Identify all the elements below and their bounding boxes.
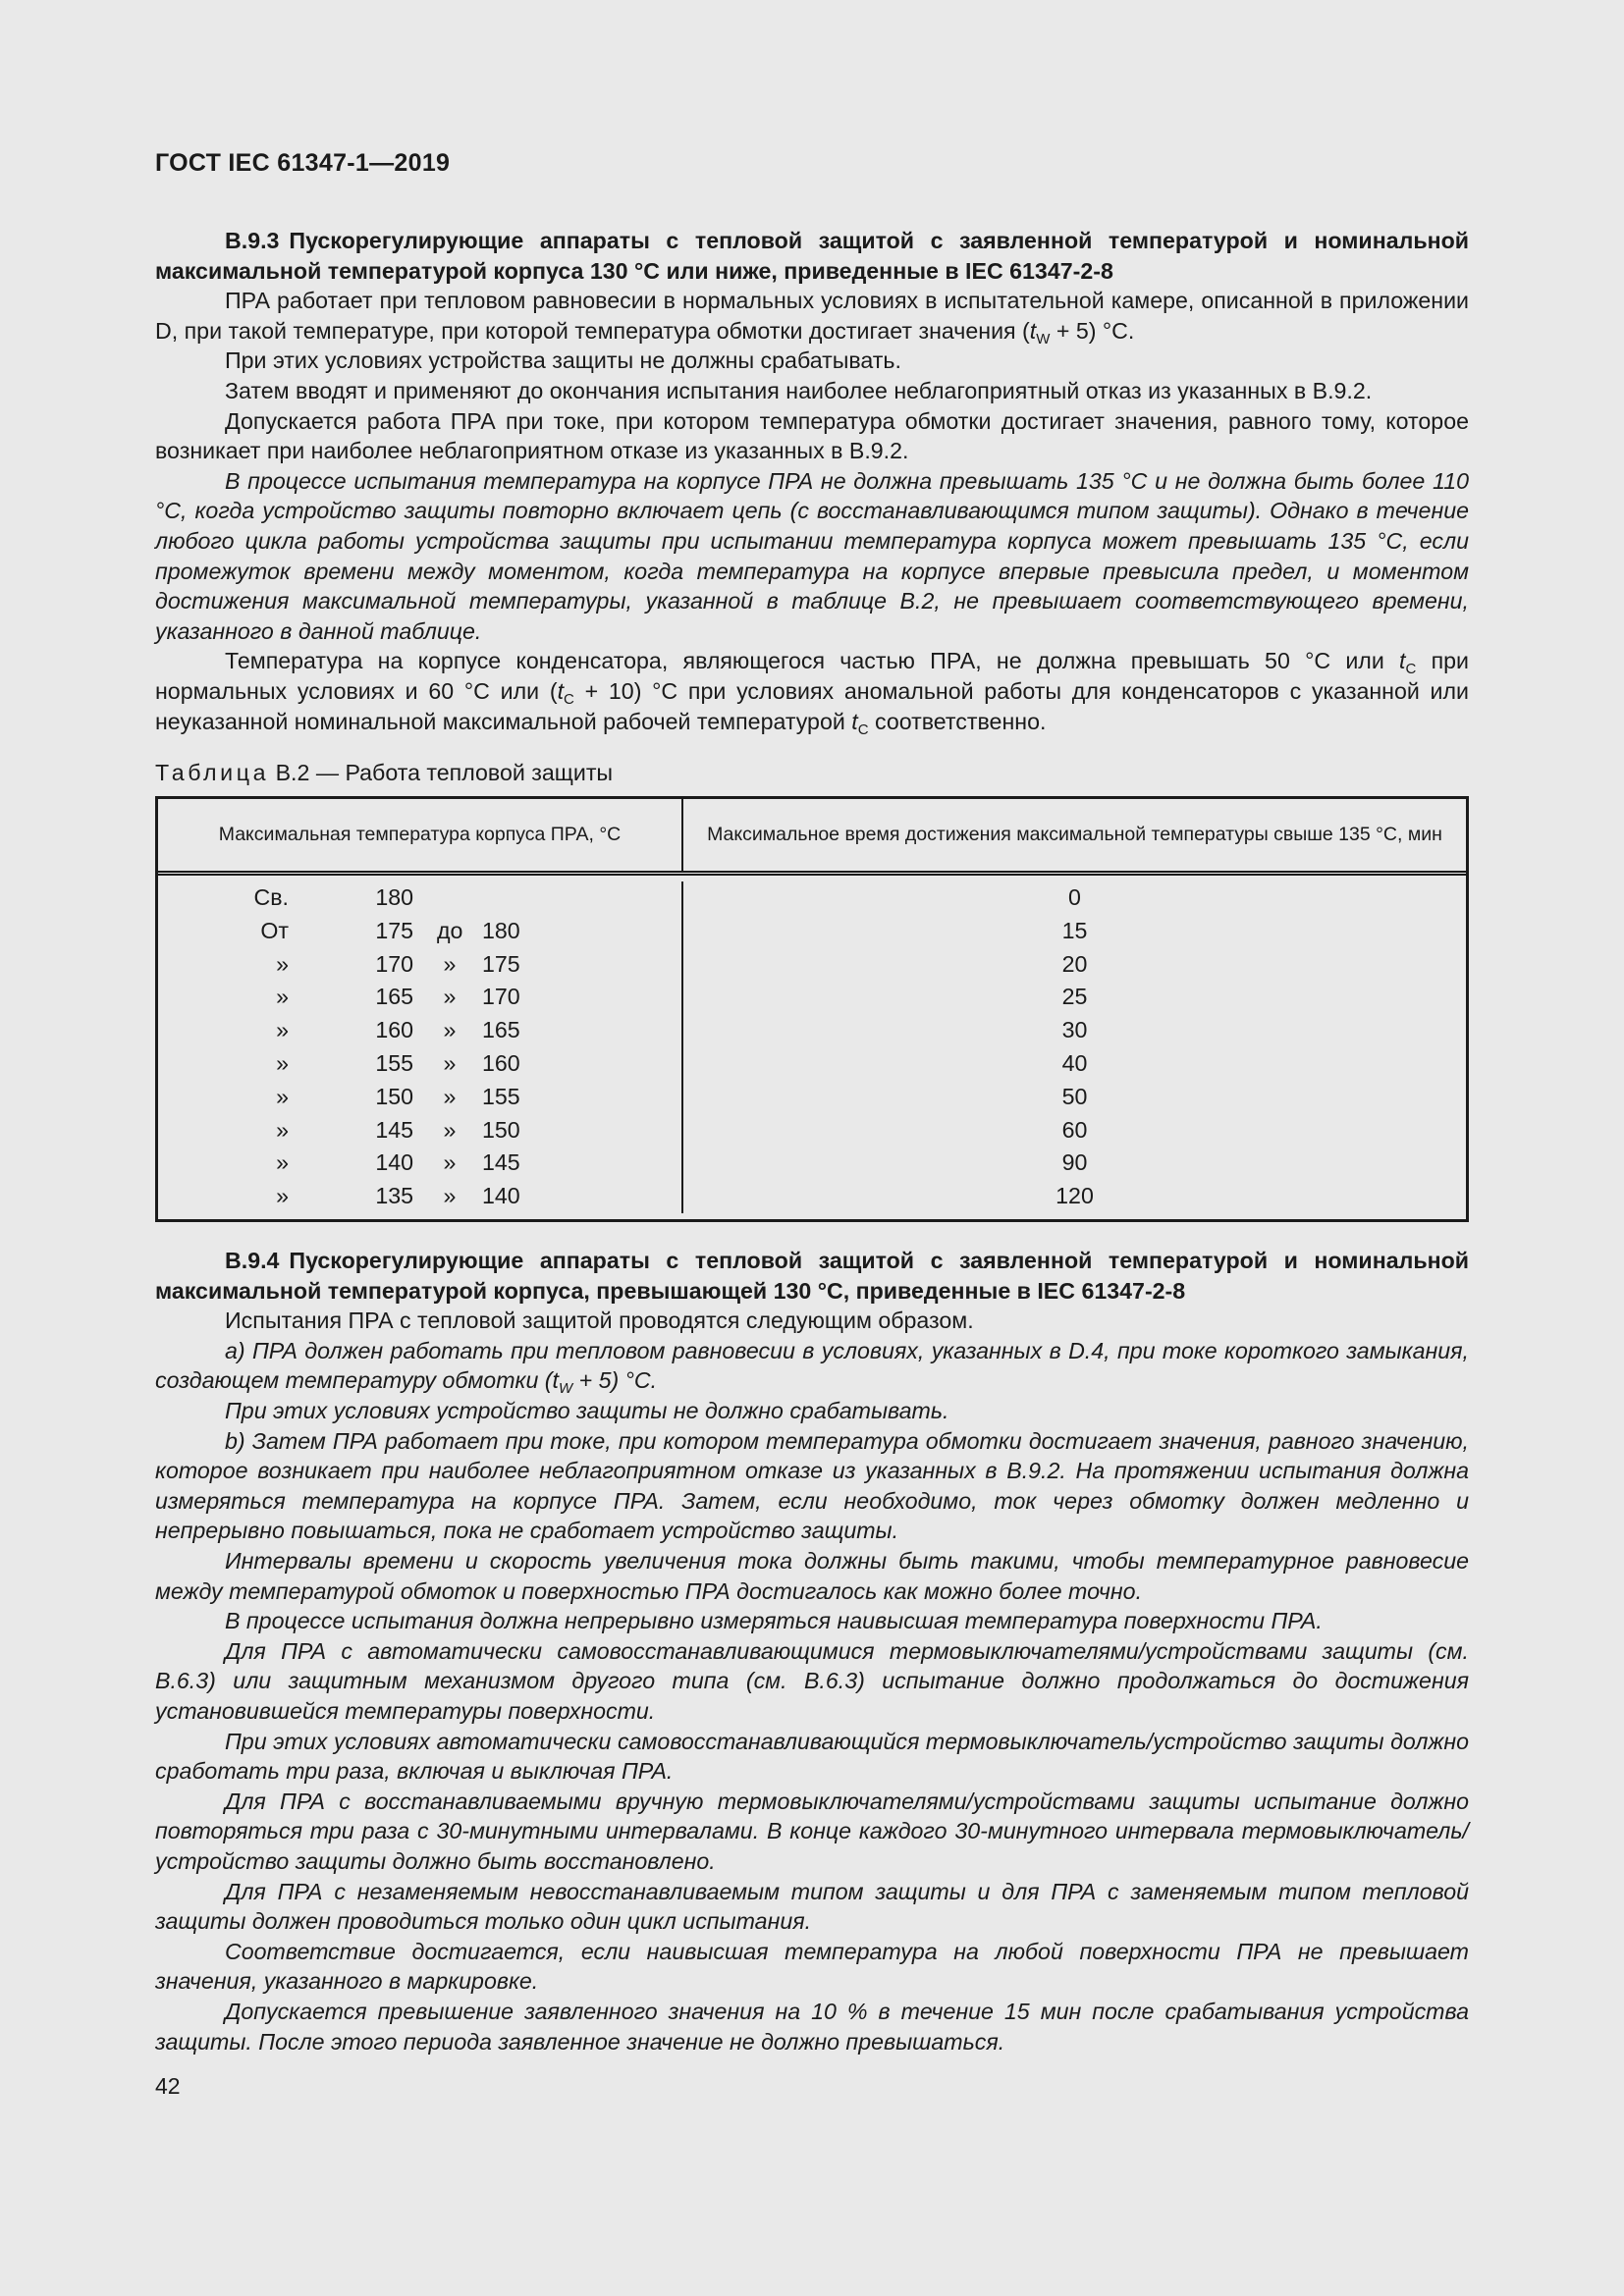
text-run: + 5) °C. bbox=[572, 1367, 658, 1394]
symbol-t: t bbox=[557, 677, 565, 704]
temperature-to: 170 bbox=[482, 984, 520, 1010]
paragraph: Допускается работа ПРА при токе, при котором температура обмотки достигает значения, равного тому, которое возникает при наиболее неблагоприятном отказе из указанных в B.9.2. bbox=[155, 407, 1469, 464]
subscript: C bbox=[857, 721, 869, 738]
subscript: C bbox=[564, 690, 574, 708]
section-number: B.9.4 bbox=[225, 1248, 280, 1274]
paragraph-italic: Соответствие достигается, если наивысшая температура на любой поверхности ПРА не превышает значения, указанного в маркировке. bbox=[155, 1938, 1469, 1995]
temperature-to: 160 bbox=[482, 1050, 520, 1077]
paragraph-italic: b) Затем ПРА работает при токе, при котором температура обмотки достигает значения, равного значению, которое возникает при наиболее неблагоприятном отказе из указанных в B.9.2. На протяжении испытания должна измеряться температура на корпусе ПРА. Затем, если необходимо, ток через обмотку должен медленно и непрерывно повышаться, пока не сработает устройство защиты. bbox=[155, 1427, 1469, 1544]
paragraph: При этих условиях устройства защиты не должны срабатывать. bbox=[225, 347, 901, 374]
text-run: + 10) °C при условиях аномальной работы для конденсаторов с указанной или неуказанной номинальной максимальной рабочей температурой bbox=[155, 677, 1469, 734]
text-run: a) ПРА должен работать при тепловом равновесии в условиях, указанных в D.4, при токе короткого замыкания, создающем температуру обмотки ( bbox=[155, 1337, 1469, 1394]
temperature-from: 180 bbox=[375, 884, 413, 911]
paragraph-italic: При этих условиях автоматически самовосстанавливающийся термовыключатель/устройство защиты должно сработать три раза, включая и выключая ПРА. bbox=[155, 1728, 1469, 1785]
range-connector: » bbox=[443, 1116, 457, 1143]
temperature-prefix: » bbox=[276, 1183, 289, 1209]
section-b93-heading bbox=[155, 226, 1469, 286]
time-cell: 0 bbox=[1068, 884, 1081, 911]
time-cell: 50 bbox=[1061, 1083, 1088, 1109]
paragraph bbox=[155, 286, 1469, 346]
temperature-prefix: » bbox=[276, 1116, 289, 1143]
range-connector: » bbox=[443, 950, 457, 977]
range-connector: » bbox=[443, 1050, 457, 1077]
column-header-temperature: Максимальная температура корпуса ПРА, °C bbox=[158, 799, 683, 871]
range-connector: до bbox=[437, 917, 463, 943]
text-run: при нормальных условиях и 60 °C или ( bbox=[155, 648, 1469, 704]
table-row bbox=[158, 1081, 681, 1114]
table-row bbox=[158, 881, 681, 915]
table-row bbox=[158, 948, 681, 982]
time-cell: 15 bbox=[1061, 917, 1088, 943]
temperature-from: 165 bbox=[375, 984, 413, 1010]
paragraph-italic: Для ПРА с автоматически самовосстанавливающимися термовыключателями/устройствами защиты (см. B.6.3) или защитным механизмом другого типа (см. B.6.3) испытание должно продолжаться до достижения установившейся температуры поверхности. bbox=[155, 1637, 1469, 1724]
time-cell: 90 bbox=[1061, 1149, 1088, 1176]
table-caption-word: Таблица bbox=[155, 760, 270, 786]
table-caption bbox=[155, 758, 1469, 787]
time-cell: 30 bbox=[1061, 1017, 1088, 1043]
temperature-to: 145 bbox=[482, 1149, 520, 1176]
section-number: B.9.3 bbox=[225, 228, 280, 253]
table-row bbox=[158, 981, 681, 1014]
range-connector: » bbox=[443, 1149, 457, 1176]
text-run: ПРА работает при тепловом равновесии в нормальных условиях в испытательной камере, описанной в приложении D, при такой температуре, при которой температура обмотки достигает значения ( bbox=[155, 288, 1469, 344]
table-row bbox=[158, 915, 681, 948]
paragraph: Затем вводят и применяют до окончания испытания наиболее неблагоприятный отказ из указанных в B.9.2. bbox=[225, 377, 1373, 403]
table-caption-text: B.2 — Работа тепловой защиты bbox=[275, 760, 614, 786]
temperature-prefix: » bbox=[276, 1083, 289, 1109]
paragraph-italic bbox=[155, 1336, 1469, 1396]
subscript: W bbox=[558, 1380, 573, 1398]
symbol-t: t bbox=[851, 708, 858, 734]
text-run: Температура на корпусе конденсатора, являющегося частью ПРА, не должна превышать 50 °C или bbox=[225, 648, 1400, 674]
time-cell: 60 bbox=[1061, 1116, 1088, 1143]
temperature-from: 175 bbox=[375, 917, 413, 943]
temperature-to: 155 bbox=[482, 1083, 520, 1109]
temperature-from: 170 bbox=[375, 950, 413, 977]
table-row bbox=[158, 1047, 681, 1081]
symbol-t: t bbox=[1399, 648, 1406, 674]
table-header-row bbox=[158, 799, 1466, 876]
temperature-column bbox=[158, 881, 683, 1213]
time-column bbox=[683, 881, 1466, 1213]
symbol-t: t bbox=[552, 1367, 559, 1394]
time-cell: 25 bbox=[1061, 984, 1088, 1010]
temperature-to: 140 bbox=[482, 1183, 520, 1209]
page-number: 42 bbox=[155, 2073, 181, 2099]
section-title: Пускорегулирующие аппараты с тепловой защитой с заявленной температурой и номинальной максимальной температурой корпуса, превышающей 130 °С, приведенные в IEC 61347-2-8 bbox=[155, 1248, 1469, 1304]
range-connector: » bbox=[443, 1017, 457, 1043]
paragraph-italic: Допускается превышение заявленного значения на 10 % в течение 15 мин после срабатывания устройства защиты. После этого периода заявленное значение не должно превышаться. bbox=[155, 1998, 1469, 2055]
standard-header: ГОСТ IEC 61347-1—2019 bbox=[155, 149, 451, 177]
time-cell: 120 bbox=[1056, 1183, 1094, 1209]
temperature-from: 155 bbox=[375, 1050, 413, 1077]
paragraph-italic: Для ПРА с восстанавливаемыми вручную термовыключателями/устройствами защиты испытание должно повторяться три раза с 30-минутными интервалами. В конце каждого 30-минутного интервала термовыключатель/устройство защиты должно быть восстановлено. bbox=[155, 1788, 1469, 1874]
paragraph-italic: В процессе испытания должна непрерывно измеряться наивысшая температура поверхности ПРА. bbox=[225, 1608, 1323, 1634]
range-connector: » bbox=[443, 984, 457, 1010]
temperature-to: 165 bbox=[482, 1017, 520, 1043]
temperature-from: 150 bbox=[375, 1083, 413, 1109]
table-row bbox=[158, 1180, 681, 1213]
table-row bbox=[158, 1147, 681, 1180]
subscript: W bbox=[1036, 330, 1051, 347]
paragraph: Испытания ПРА с тепловой защитой проводятся следующим образом. bbox=[225, 1308, 974, 1334]
paragraph-italic: В процессе испытания температура на корпусе ПРА не должна превышать 135 °C и не должна быть более 110 °C, когда устройство защиты повторно включает цепь (с восстанавливающимся типом защиты). Однако в течение любого цикла работы устройства защиты при испытании температура корпуса может превышать 135 °C, если промежуток времени между моментом, когда температура на корпусе впервые превысила предел, и моментом достижения максимальной температуры, указанной в таблице B.2, не превышает соответствующего времени, указанного в данной таблице. bbox=[155, 467, 1469, 644]
temperature-prefix: » bbox=[276, 984, 289, 1010]
paragraph-italic: Интервалы времени и скорость увеличения тока должны быть такими, чтобы температурное равновесие между температурой обмоток и поверхностью ПРА достигалось как можно более точно. bbox=[155, 1548, 1469, 1604]
time-cell: 20 bbox=[1061, 950, 1088, 977]
table-row bbox=[158, 1114, 681, 1148]
column-header-time: Максимальное время достижения максимальной температуры свыше 135 °C, мин bbox=[707, 824, 1442, 846]
paragraph bbox=[155, 646, 1469, 736]
paragraph-italic: Для ПРА с незаменяемым невосстанавливаемым типом защиты и для ПРА с заменяемым типом тепловой защиты должен проводиться только один цикл испытания. bbox=[155, 1878, 1469, 1935]
range-connector: » bbox=[443, 1183, 457, 1209]
symbol-t: t bbox=[1029, 317, 1037, 344]
temperature-prefix: Св. bbox=[253, 884, 289, 911]
paragraph-italic: При этих условиях устройство защиты не должно срабатывать. bbox=[225, 1398, 949, 1424]
temperature-to: 175 bbox=[482, 950, 520, 977]
temperature-from: 135 bbox=[375, 1183, 413, 1209]
temperature-from: 145 bbox=[375, 1116, 413, 1143]
time-cell: 40 bbox=[1061, 1050, 1088, 1077]
text-run: соответственно. bbox=[868, 708, 1047, 734]
temperature-prefix: » bbox=[276, 1050, 289, 1077]
table-body bbox=[158, 876, 1466, 1219]
temperature-from: 140 bbox=[375, 1149, 413, 1176]
document-body bbox=[155, 226, 1469, 2056]
table-row bbox=[158, 1014, 681, 1047]
range-connector: » bbox=[443, 1083, 457, 1109]
temperature-prefix: » bbox=[276, 950, 289, 977]
section-b94-heading bbox=[155, 1246, 1469, 1306]
table-b2 bbox=[155, 796, 1469, 1222]
temperature-to: 150 bbox=[482, 1116, 520, 1143]
subscript: C bbox=[1405, 661, 1417, 678]
temperature-prefix: » bbox=[276, 1017, 289, 1043]
temperature-prefix: От bbox=[260, 917, 289, 943]
section-title: Пускорегулирующие аппараты с тепловой защитой с заявленной температурой и номинальной максимальной температурой корпуса 130 °С или ниже, приведенные в IEC 61347-2-8 bbox=[155, 228, 1469, 284]
temperature-to: 180 bbox=[482, 917, 520, 943]
temperature-from: 160 bbox=[375, 1017, 413, 1043]
temperature-prefix: » bbox=[276, 1149, 289, 1176]
text-run: + 5) °C. bbox=[1050, 317, 1135, 344]
